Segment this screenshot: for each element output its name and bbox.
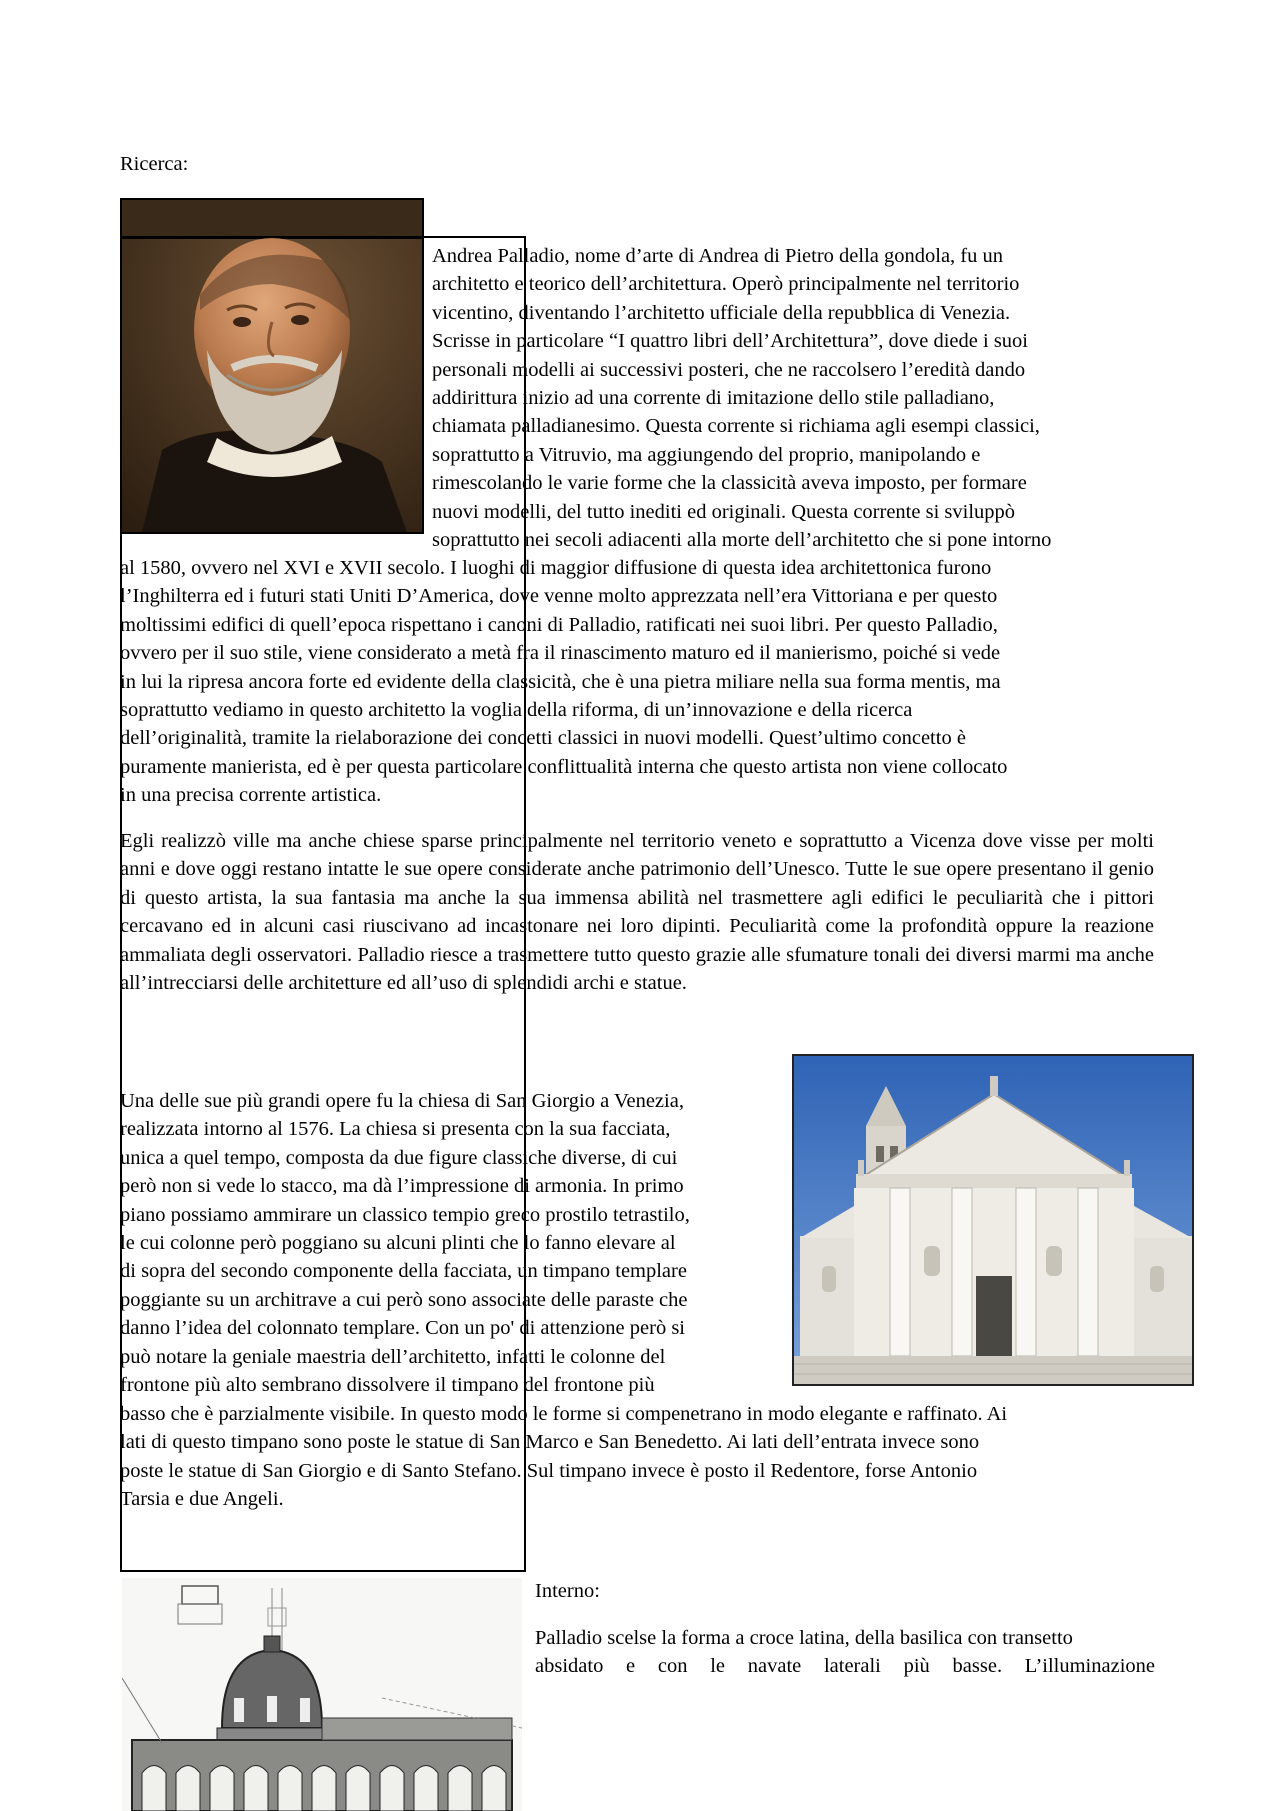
paragraph-opere: Egli realizzò ville ma anche chiese sparse principalmente nel territorio veneto e soprattutto a Vicenza dove visse per molti anni e dove oggi restano intatte le sue opere considerate anche patrimonio dell’Unesco. Tutte le sue opere presentano il genio di questo artista, la sua fantasia ma anche la sua immensa abilità nel trasmettere agli edifici le peculiarità che i pittori cercavano ed in alcuni casi riuscivano ad incastonare nei loro dipinti. Peculiarità come la profondità oppure la reazione ammaliata degli osservatori. Palladio riesce a trasmettere tutto questo grazie alle sfumature tonali dei diversi marmi ma anche all’intrecciarsi delle architetture ed all’uso di splendidi archi e statue. (120, 830, 1154, 995)
text-line: moltissimi edifici di quell’epoca rispettano i canoni di Palladio, ratificati nei suoi libri. Per questo Palladio, (120, 613, 998, 636)
text-line: nuovi modelli, del tutto inediti ed originali. Questa corrente si sviluppò (432, 500, 1016, 523)
text-line: di sopra del secondo componente della facciata, un timpano templare (120, 1260, 687, 1283)
text-line: personali modelli ai successivi posteri, che ne raccolsero l’eredità dando (432, 358, 1026, 381)
text-line: absidato e con le navate laterali più basse. L’illuminazione (535, 1655, 1155, 1678)
interno-heading: Interno: (535, 1580, 600, 1602)
church-image (792, 1054, 1194, 1386)
text-line: rimescolando le varie forme che la classicità aveva imposto, per formare (432, 472, 1027, 495)
text-line: piano possiamo ammirare un classico tempio greco prostilo tetrastilo, (120, 1203, 690, 1226)
text-line: al 1580, ovvero nel XVI e XVII secolo. I luoghi di maggior diffusione di questa idea architettonica furono (120, 557, 992, 579)
text-line: vicentino, diventando l’architetto ufficiale della repubblica di Venezia. (432, 301, 1011, 324)
text-line: Una delle sue più grandi opere fu la chiesa di San Giorgio a Venezia, (120, 1090, 684, 1112)
text-line: danno l’idea del colonnato templare. Con un po' di attenzione però si (120, 1317, 686, 1340)
text-line: le cui colonne però poggiano su alcuni plinti che lo fanno elevare al (120, 1232, 676, 1255)
text-line: lati di questo timpano sono poste le statue di San Marco e San Benedetto. Ai lati dell’entrata invece sono (120, 1431, 980, 1454)
text-line: architetto e teorico dell’architettura. Operò principalmente nel territorio (432, 273, 1020, 296)
text-line: può notare la geniale maestria dell’architetto, infatti le colonne del (120, 1345, 666, 1368)
text-line: chiamata palladianesimo. Questa corrente si richiama agli esempi classici, (432, 415, 1040, 438)
paragraph-san-giorgio-continued (120, 1400, 1172, 1514)
text-line: unica a quel tempo, composta da due figure classiche diverse, di cui (120, 1146, 678, 1169)
text-line: Scrisse in particolare “I quattro libri dell’Architettura”, dove diede i suoi (432, 330, 1029, 353)
text-line: poggiante su un architrave a cui però sono associate delle paraste che (120, 1288, 688, 1311)
section-drawing (122, 1578, 522, 1811)
text-line: basso che è parzialmente visibile. In questo modo le forme si compenetrano in modo elegante e raffinato. Ai (120, 1403, 1008, 1425)
text-line: l’Inghilterra ed i futuri stati Uniti D’America, dove venne molto apprezzata nell’era Vittoriana e per questo (120, 585, 998, 608)
paragraph-intro-continued (120, 554, 1172, 810)
text-line: soprattutto vediamo in questo architetto la voglia della riforma, di un’innovazione e della ricerca (120, 699, 913, 722)
text-line: in una precisa corrente artistica. (120, 784, 382, 807)
text-line: addirittura inizio ad una corrente di imitazione dello stile palladiano, (432, 387, 995, 410)
text-line: dell’originalità, tramite la rielaborazione dei concetti classici in nuovi modelli. Quest’ultimo concetto è (120, 727, 966, 750)
text-line: soprattutto nei secoli adiacenti alla morte dell’architetto che si pone intorno (432, 529, 1052, 552)
text-line: però non si vede lo stacco, ma dà l’impressione di armonia. In primo (120, 1175, 684, 1198)
text-line: Andrea Palladio, nome d’arte di Andrea di Pietro della gondola, fu un (432, 245, 1003, 267)
text-line: Palladio scelse la forma a croce latina, della basilica con transetto (535, 1627, 1073, 1649)
page-heading: Ricerca: (120, 153, 189, 175)
text-line: ovvero per il suo stile, viene considerato a metà fra il rinascimento maturo ed il manierismo, poiché si vede (120, 642, 1001, 665)
section-drawing-image (122, 1578, 522, 1811)
paragraph-interno (535, 1624, 1155, 1681)
text-line: Tarsia e due Angeli. (120, 1488, 284, 1511)
text-line: frontone più alto sembrano dissolvere il timpano del frontone più (120, 1374, 655, 1397)
text-line: puramente manierista, ed è per questa particolare conflittualità interna che questo artista non viene collocato (120, 755, 1008, 778)
paragraph-san-giorgio (120, 1087, 790, 1399)
text-line: realizzata intorno al 1576. La chiesa si presenta con la sua facciata, (120, 1118, 671, 1141)
church-drawing (794, 1056, 1192, 1384)
text-line: poste le statue di San Giorgio e di Santo Stefano. Sul timpano invece è posto il Redentore, forse Antonio (120, 1459, 978, 1482)
text-line: in lui la ripresa ancora forte ed evidente della classicità, che è una pietra miliare nella sua forma mentis, ma (120, 670, 1001, 693)
text-line: soprattutto a Vitruvio, ma aggiungendo del proprio, manipolando e (432, 443, 981, 466)
paragraph-intro (432, 242, 1162, 554)
